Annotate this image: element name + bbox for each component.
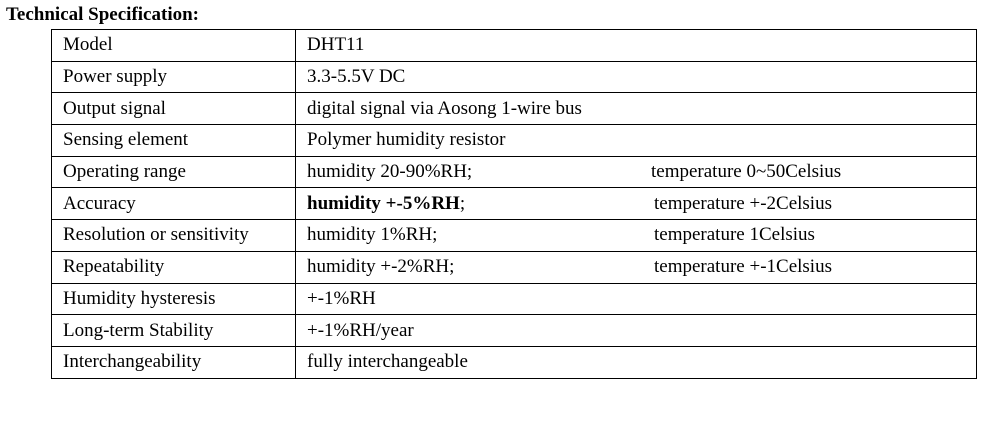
param-long-term-stability: Long-term Stability: [52, 315, 296, 347]
spec-table: [51, 29, 977, 379]
value-operating-range: [296, 156, 977, 188]
resolution-temperature: temperature 1Celsius: [654, 224, 815, 246]
param-humidity-hysteresis: Humidity hysteresis: [52, 283, 296, 315]
value-power-supply: 3.3-5.5V DC: [296, 61, 977, 93]
param-model: Model: [52, 30, 296, 62]
operating-range-humidity: humidity 20-90%RH;: [307, 161, 473, 183]
value-repeatability: [296, 251, 977, 283]
value-humidity-hysteresis: +-1%RH: [296, 283, 977, 315]
table-row: [52, 61, 977, 93]
table-row: [52, 251, 977, 283]
accuracy-temperature: temperature +-2Celsius: [654, 192, 832, 214]
accuracy-humidity-cell: [307, 194, 654, 214]
value-model: DHT11: [296, 30, 977, 62]
param-output-signal: Output signal: [52, 93, 296, 125]
value-output-signal: digital signal via Aosong 1-wire bus: [296, 93, 977, 125]
value-sensing-element: Polymer humidity resistor: [296, 125, 977, 157]
accuracy-humidity-suffix: ;: [459, 192, 466, 214]
param-power-supply: Power supply: [52, 61, 296, 93]
table-row: [52, 346, 977, 378]
resolution-humidity: humidity 1%RH;: [307, 224, 438, 246]
param-repeatability: Repeatability: [52, 251, 296, 283]
table-row: [52, 30, 977, 62]
param-resolution: Resolution or sensitivity: [52, 220, 296, 252]
value-accuracy: [296, 188, 977, 220]
table-row: [52, 315, 977, 347]
value-long-term-stability: +-1%RH/year: [296, 315, 977, 347]
operating-range-temperature: temperature 0~50Celsius: [651, 161, 842, 183]
table-row: [52, 283, 977, 315]
table-row: [52, 93, 977, 125]
param-accuracy: Accuracy: [52, 188, 296, 220]
accuracy-humidity: humidity +-5%RH: [307, 192, 460, 214]
table-row: [52, 125, 977, 157]
table-row: [52, 156, 977, 188]
repeatability-temperature: temperature +-1Celsius: [654, 256, 832, 278]
param-sensing-element: Sensing element: [52, 125, 296, 157]
value-resolution: [296, 220, 977, 252]
param-interchangeability: Interchangeability: [52, 346, 296, 378]
value-interchangeability: fully interchangeable: [296, 346, 977, 378]
table-row: [52, 220, 977, 252]
repeatability-humidity: humidity +-2%RH;: [307, 256, 455, 278]
param-operating-range: Operating range: [52, 156, 296, 188]
section-title: Technical Specification:: [6, 4, 199, 25]
table-row: [52, 188, 977, 220]
